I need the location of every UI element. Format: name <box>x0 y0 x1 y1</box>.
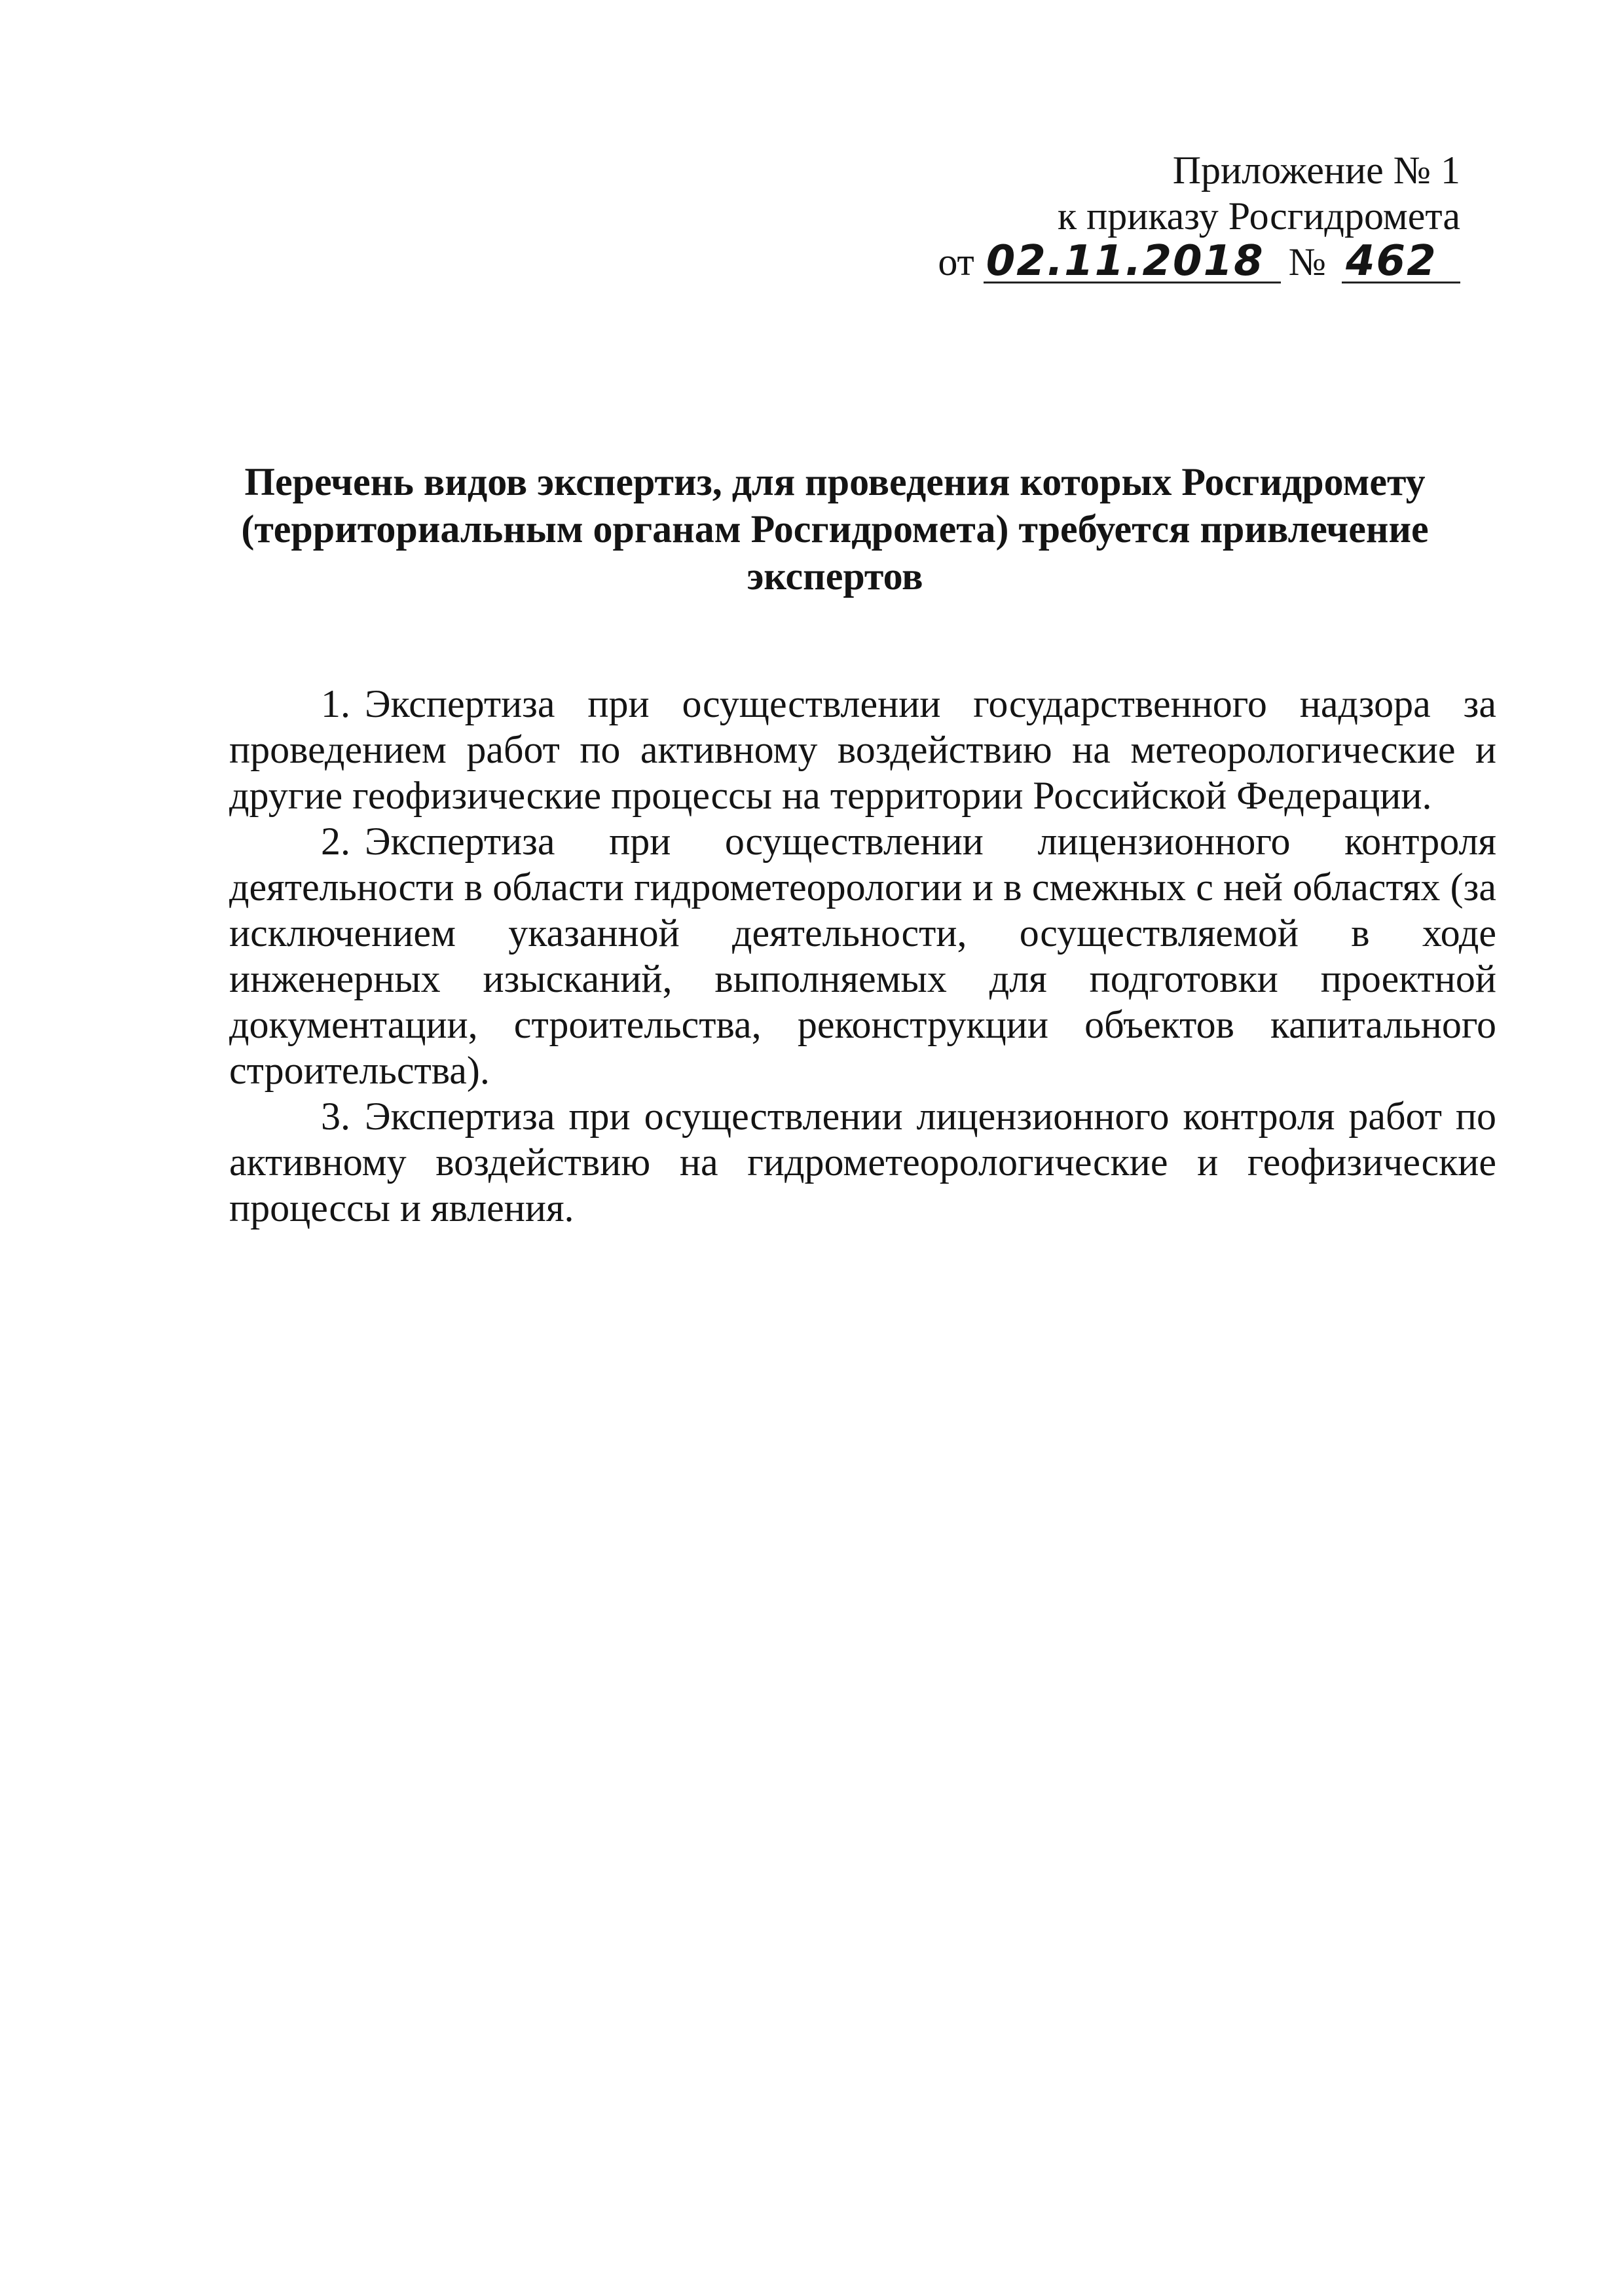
title-line-2: (территориальным органам Росгидромета) требуется привлечение <box>241 507 1429 551</box>
list-item-number: 3. <box>321 1095 350 1138</box>
list-item-number: 2. <box>321 820 350 863</box>
appendix-title: Приложение № 1 <box>1172 149 1460 192</box>
expertise-list <box>229 681 1496 1231</box>
list-item-text: Экспертиза при осуществлении лицензионного контроля деятельности в области гидрометеорологии и в смежных с ней областях (за исключением указанной деятельности, осуществляемой в ходе инженерных изысканий, выполняемых для подготовки проектной документации, строительства, реконструкции объектов капитального строительства). <box>229 820 1496 1092</box>
number-label: № <box>1288 240 1326 283</box>
document-title <box>229 458 1441 600</box>
order-date-number-line <box>938 239 1460 285</box>
handwritten-date: 02.11.2018 <box>984 241 1281 283</box>
from-label: от <box>938 240 974 283</box>
list-item <box>229 681 1496 818</box>
handwritten-order-number: 462 <box>1342 241 1460 283</box>
list-item-text: Экспертиза при осуществлении государственного надзора за проведением работ по активному воздействию на метеорологические и другие геофизические процессы на территории Российской Федерации. <box>229 682 1496 817</box>
title-line-1: Перечень видов экспертиз, для проведения которых Росгидромету <box>244 460 1426 503</box>
appendix-order-ref: к приказу Росгидромета <box>1058 194 1460 238</box>
appendix-header <box>938 147 1460 285</box>
list-item-number: 1. <box>321 682 350 725</box>
list-item-text: Экспертиза при осуществлении лицензионного контроля работ по активному воздействию на гидрометеорологические и геофизические процессы и явления. <box>229 1095 1496 1230</box>
list-item <box>229 1093 1496 1231</box>
title-line-3: экспертов <box>747 555 923 598</box>
list-item <box>229 818 1496 1093</box>
